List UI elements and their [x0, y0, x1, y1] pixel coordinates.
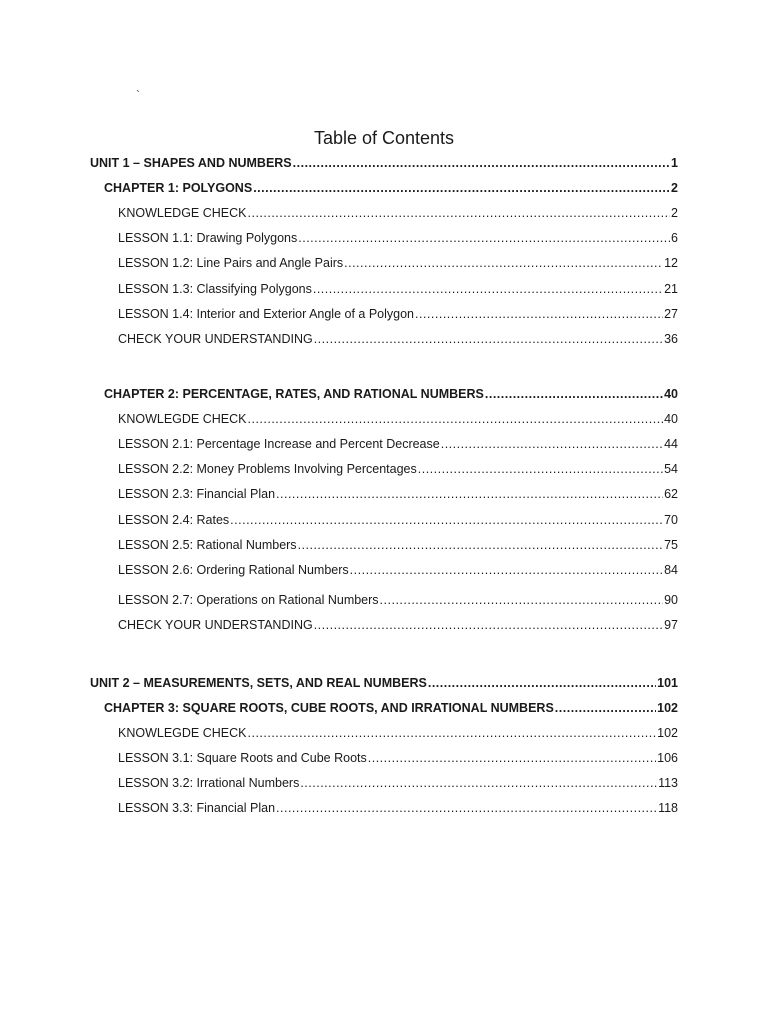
toc-entry-lesson-1-2[interactable]	[118, 255, 678, 271]
toc-page-number: 113	[658, 776, 678, 790]
toc-entry-lesson-2-1[interactable]	[118, 436, 678, 452]
toc-entry-label: LESSON 1.3: Classifying Polygons	[118, 282, 312, 296]
toc-entry-label: CHAPTER 1: POLYGONS	[104, 181, 253, 195]
toc-leader	[230, 512, 663, 528]
toc-entry-label: LESSON 3.3: Financial Plan	[118, 801, 276, 815]
toc-entry-label: LESSON 1.1: Drawing Polygons	[118, 231, 298, 245]
toc-entry-lesson-1-3[interactable]	[118, 281, 678, 297]
toc-leader	[368, 750, 656, 766]
page-title: Table of Contents	[313, 128, 455, 148]
stray-mark: `	[136, 88, 140, 102]
toc-entry-unit-1[interactable]	[90, 155, 678, 171]
toc-page-number: 84	[664, 563, 678, 577]
toc-page-number: 6	[671, 231, 678, 245]
toc-page-number: 1	[671, 156, 678, 170]
toc-page-number: 102	[657, 726, 678, 740]
toc-entry-label: LESSON 2.2: Money Problems Involving Percentages	[118, 462, 417, 476]
toc-leader	[276, 800, 657, 816]
toc-leader	[314, 617, 663, 633]
toc-page-number: 62	[664, 487, 678, 501]
toc-entry-lesson-2-7[interactable]	[118, 592, 678, 608]
toc-page-number: 27	[664, 307, 678, 321]
toc-entry-label: CHAPTER 3: SQUARE ROOTS, CUBE ROOTS, AND IRRATIONAL NUMBERS	[104, 701, 554, 715]
toc-entry-label: KNOWLEGDE CHECK	[118, 726, 247, 740]
toc-leader	[380, 592, 664, 608]
toc-page-number: 118	[658, 801, 678, 815]
toc-page-number: 97	[664, 618, 678, 632]
toc-page-number: 101	[657, 676, 678, 690]
toc-page-number: 75	[664, 538, 678, 552]
toc-leader	[485, 386, 663, 402]
toc-page-number: 70	[664, 513, 678, 527]
toc-entry-label: LESSON 2.3: Financial Plan	[118, 487, 276, 501]
toc-entry-label: UNIT 1 – SHAPES AND NUMBERS	[90, 156, 292, 170]
toc-entry-label: LESSON 3.1: Square Roots and Cube Roots	[118, 751, 367, 765]
toc-leader	[441, 436, 663, 452]
toc-entry-check-understanding-2[interactable]	[118, 617, 678, 633]
toc-leader	[248, 411, 664, 427]
toc-entry-label: LESSON 2.1: Percentage Increase and Percent Decrease	[118, 437, 440, 451]
toc-leader	[555, 700, 656, 716]
toc-page-number: 54	[664, 462, 678, 476]
toc-leader	[418, 461, 663, 477]
toc-entry-label: CHAPTER 2: PERCENTAGE, RATES, AND RATIONAL NUMBERS	[104, 387, 484, 401]
toc-entry-label: UNIT 2 – MEASUREMENTS, SETS, AND REAL NUMBERS	[90, 676, 427, 690]
toc-entry-label: LESSON 3.2: Irrational Numbers	[118, 776, 300, 790]
toc-page-number: 40	[664, 387, 678, 401]
toc-leader	[415, 306, 663, 322]
toc-leader	[276, 486, 663, 502]
toc-leader	[253, 180, 670, 196]
toc-entry-label: CHECK YOUR UNDERSTANDING	[118, 332, 313, 346]
toc-entry-knowledge-check-2[interactable]	[118, 411, 678, 427]
toc-entry-label: LESSON 1.2: Line Pairs and Angle Pairs	[118, 256, 344, 270]
toc-leader	[298, 230, 670, 246]
toc-page-number: 102	[657, 701, 678, 715]
toc-entry-lesson-2-6[interactable]	[118, 562, 678, 578]
toc-entry-unit-2[interactable]	[90, 675, 678, 691]
toc-page-number: 2	[671, 206, 678, 220]
toc-leader	[428, 675, 656, 691]
toc-entry-lesson-1-4[interactable]	[118, 306, 678, 322]
toc-entry-label: LESSON 1.4: Interior and Exterior Angle of a Polygon	[118, 307, 415, 321]
toc-entry-label: CHECK YOUR UNDERSTANDING	[118, 618, 313, 632]
toc-entry-knowledge-check-1[interactable]	[118, 205, 678, 221]
toc-entry-check-understanding-1[interactable]	[118, 331, 678, 347]
toc-page-number: 12	[664, 256, 678, 270]
toc-leader	[344, 255, 663, 271]
toc-entry-lesson-3-1[interactable]	[118, 750, 678, 766]
toc-entry-label: KNOWLEGDE CHECK	[118, 412, 247, 426]
toc-page-number: 21	[664, 282, 678, 296]
toc-page-number: 44	[664, 437, 678, 451]
toc-entry-knowledge-check-3[interactable]	[118, 725, 678, 741]
toc-entry-chapter-3[interactable]	[104, 700, 678, 716]
toc-leader	[314, 331, 663, 347]
toc-entry-chapter-2[interactable]	[104, 386, 678, 402]
toc-leader	[298, 537, 664, 553]
toc-leader	[293, 155, 670, 171]
toc-leader	[300, 775, 657, 791]
toc-entry-label: LESSON 2.4: Rates	[118, 513, 230, 527]
toc-leader	[313, 281, 663, 297]
toc-entry-label: LESSON 2.6: Ordering Rational Numbers	[118, 563, 349, 577]
toc-page-number: 106	[657, 751, 678, 765]
toc-leader	[248, 725, 657, 741]
toc-entry-lesson-3-3[interactable]	[118, 800, 678, 816]
toc-entry-label: LESSON 2.7: Operations on Rational Numbers	[118, 593, 379, 607]
toc-page-number: 36	[664, 332, 678, 346]
toc-leader	[248, 205, 671, 221]
toc-entry-label: KNOWLEDGE CHECK	[118, 206, 247, 220]
toc-entry-lesson-2-4[interactable]	[118, 512, 678, 528]
toc-leader	[350, 562, 663, 578]
toc-entry-chapter-1[interactable]	[104, 180, 678, 196]
toc-page-number: 90	[664, 593, 678, 607]
toc-entry-lesson-2-3[interactable]	[118, 486, 678, 502]
toc-page-number: 2	[671, 181, 678, 195]
toc-page-number: 40	[664, 412, 678, 426]
toc-entry-label: LESSON 2.5: Rational Numbers	[118, 538, 297, 552]
toc-entry-lesson-1-1[interactable]	[118, 230, 678, 246]
toc-entry-lesson-2-5[interactable]	[118, 537, 678, 553]
toc-entry-lesson-3-2[interactable]	[118, 775, 678, 791]
toc-entry-lesson-2-2[interactable]	[118, 461, 678, 477]
